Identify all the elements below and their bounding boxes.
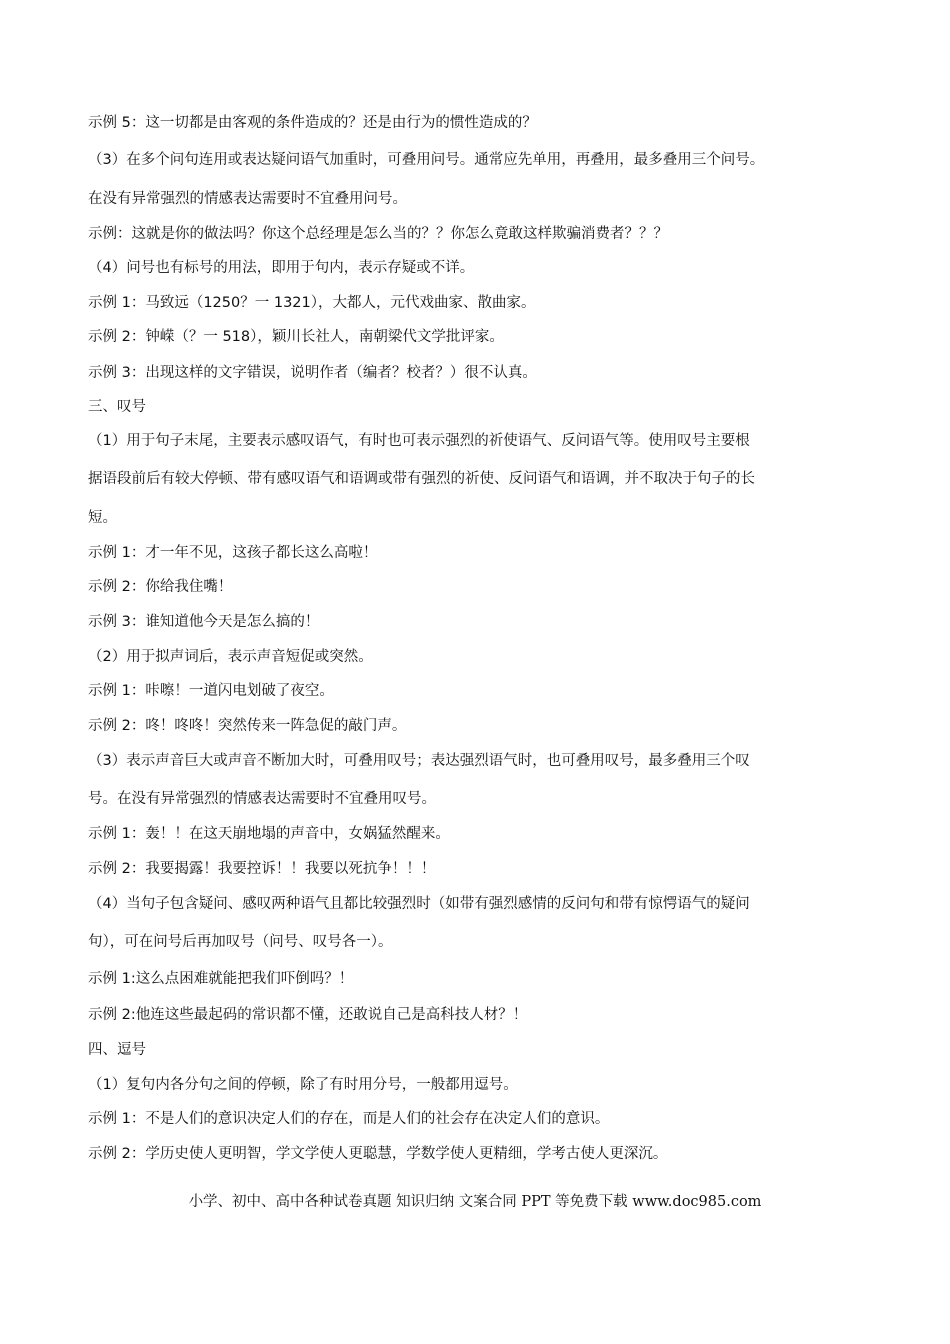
text-line: 在没有异常强烈的情感表达需要时不宜叠用问号。 <box>88 191 407 207</box>
text-line: 示例 2：钟嵘（？一 518），颖川长社人，南朝梁代文学批评家。 <box>88 329 504 345</box>
section-heading: 四、逗号 <box>88 1042 146 1058</box>
text-line: 示例 3：谁知道他今天是怎么搞的！ <box>88 614 320 630</box>
text-line: 示例 1：才一年不见，这孩子都长这么高啦！ <box>88 545 378 561</box>
text-line: 示例 1：不是人们的意识决定人们的存在，而是人们的社会存在决定人们的意识。 <box>88 1111 610 1127</box>
text-line: 示例 2：我要揭露！我要控诉！！我要以死抗争！！！ <box>88 861 436 877</box>
text-line: 短。 <box>88 510 117 526</box>
text-line: 示例 2：学历史使人更明智，学文学使人更聪慧，学数学使人更精细，学考古使人更深沉。 <box>88 1146 668 1162</box>
text-line: 示例：这就是你的做法吗？你这个总经理是怎么当的？？你怎么竟敢这样欺骗消费者？？？ <box>88 226 668 242</box>
text-line: （3）在多个问句连用或表达疑问语气加重时，可叠用问号。通常应先单用，再叠用，最多叠用三个问号。 <box>88 152 765 168</box>
page-footer: 小学、初中、高中各种试卷真题 知识归纳 文案合同 PPT 等免费下载 www.doc985.com <box>188 1194 762 1210</box>
text-line: 示例 3：出现这样的文字错误，说明作者（编者？校者？）很不认真。 <box>88 365 537 381</box>
text-line: （1）用于句子末尾，主要表示感叹语气，有时也可表示强烈的祈使语气、反问语气等。使用叹号主要根 <box>88 433 750 449</box>
text-line: （4）当句子包含疑问、感叹两种语气且都比较强烈时（如带有强烈感情的反问句和带有惊愕语气的疑问 <box>88 896 750 912</box>
text-line: 示例 1：咔嚓！一道闪电划破了夜空。 <box>88 683 334 699</box>
text-line: （2）用于拟声词后，表示声音短促或突然。 <box>88 649 373 665</box>
text-line: 示例 2：咚！咚咚！突然传来一阵急促的敲门声。 <box>88 718 407 734</box>
text-line: 句），可在问号后再加叹号（问号、叹号各一）。 <box>88 934 393 950</box>
text-line: 示例 1：马致远（1250？一 1321），大都人，元代戏曲家、散曲家。 <box>88 295 536 311</box>
section-heading: 三、叹号 <box>88 399 146 415</box>
text-line: 示例 2:他连这些最起码的常识都不懂，还敢说自己是高科技人材？！ <box>88 1007 528 1023</box>
text-line: 据语段前后有较大停顿、带有感叹语气和语调或带有强烈的祈使、反问语气和语调，并不取决于句子的长 <box>88 471 755 487</box>
text-line: （4）问号也有标号的用法，即用于句内，表示存疑或不详。 <box>88 260 475 276</box>
text-line: 示例 5：这一切都是由客观的条件造成的？还是由行为的惯性造成的？ <box>88 115 537 131</box>
text-line: 示例 2：你给我住嘴！ <box>88 579 233 595</box>
text-line: 示例 1:这么点困难就能把我们吓倒吗？！ <box>88 971 354 987</box>
text-line: 示例 1：轰！！在这天崩地塌的声音中，女娲猛然醒来。 <box>88 826 450 842</box>
text-line: 号。在没有异常强烈的情感表达需要时不宜叠用叹号。 <box>88 791 436 807</box>
text-line: （3）表示声音巨大或声音不断加大时，可叠用叹号；表达强烈语气时，也可叠用叹号，最多叠用三个叹 <box>88 753 750 769</box>
text-line: （1）复句内各分句之间的停顿，除了有时用分号，一般都用逗号。 <box>88 1077 518 1093</box>
